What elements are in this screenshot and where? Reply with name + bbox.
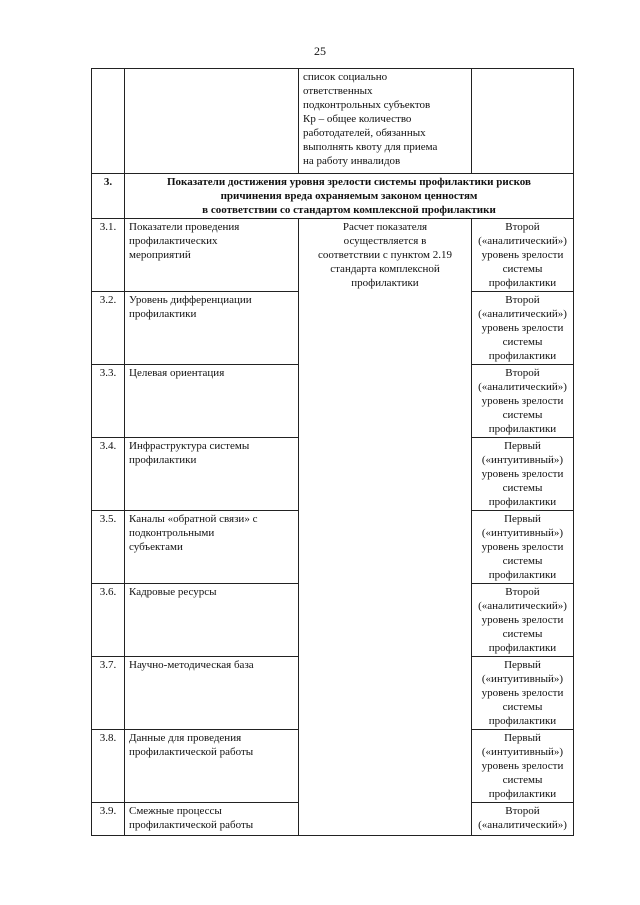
indicator-number: 3.2. — [92, 292, 125, 365]
calculation-note: Расчет показателя осуществляется в соответствии с пунктом 2.19 стандарта комплексной профилактики — [299, 219, 472, 836]
indicator-number: 3.6. — [92, 584, 125, 657]
indicators-table — [91, 68, 574, 836]
maturity-level: Второй («аналитический») уровень зрелости системы профилактики — [472, 219, 574, 292]
indicator-name: Научно-методическая база — [125, 657, 299, 730]
indicator-number: 3.5. — [92, 511, 125, 584]
section-number: 3. — [92, 174, 125, 219]
maturity-level: Второй («аналитический») уровень зрелости системы профилактики — [472, 584, 574, 657]
indicator-name: Данные для проведения профилактической работы — [125, 730, 299, 803]
indicator-name: Показатели проведения профилактических мероприятий — [125, 219, 299, 292]
indicator-number: 3.3. — [92, 365, 125, 438]
maturity-level: Первый («интуитивный») уровень зрелости системы профилактики — [472, 438, 574, 511]
section-header-row — [92, 174, 574, 219]
indicator-name: Смежные процессы профилактической работы — [125, 803, 299, 836]
indicator-number: 3.7. — [92, 657, 125, 730]
indicator-number: 3.4. — [92, 438, 125, 511]
indicator-name: Целевая ориентация — [125, 365, 299, 438]
indicator-name: Уровень дифференциации профилактики — [125, 292, 299, 365]
indicator-number: 3.9. — [92, 803, 125, 836]
maturity-level: Первый («интуитивный») уровень зрелости системы профилактики — [472, 511, 574, 584]
indicator-name: Каналы «обратной связи» с подконтрольными субъектами — [125, 511, 299, 584]
page-number: 25 — [314, 44, 326, 58]
maturity-level: Второй («аналитический») уровень зрелости системы профилактики — [472, 365, 574, 438]
maturity-level: Первый («интуитивный») уровень зрелости системы профилактики — [472, 657, 574, 730]
indicator-name: Инфраструктура системы профилактики — [125, 438, 299, 511]
continued-row — [92, 69, 574, 174]
continued-formula-cell — [299, 69, 472, 174]
indicator-number: 3.8. — [92, 730, 125, 803]
indicator-number: 3.1. — [92, 219, 125, 292]
continued-level-cell — [472, 69, 574, 174]
maturity-level: Второй («аналитический») — [472, 803, 574, 836]
continued-name-cell — [125, 69, 299, 174]
indicator-name: Кадровые ресурсы — [125, 584, 299, 657]
section-title: Показатели достижения уровня зрелости системы профилактики рисков причинения вреда охраняемым законом ценностям в соответствии со стандартом комплексной профилактики — [125, 174, 574, 219]
maturity-level: Второй («аналитический») уровень зрелости системы профилактики — [472, 292, 574, 365]
formula-text: список социально ответственных подконтрольных субъектов Кр – общее количество работодателей, обязанных выполнять квоту для приема на работу инвалидов — [303, 71, 438, 167]
maturity-level: Первый («интуитивный») уровень зрелости системы профилактики — [472, 730, 574, 803]
continued-number-cell — [92, 69, 125, 174]
indicator-row — [92, 219, 574, 292]
